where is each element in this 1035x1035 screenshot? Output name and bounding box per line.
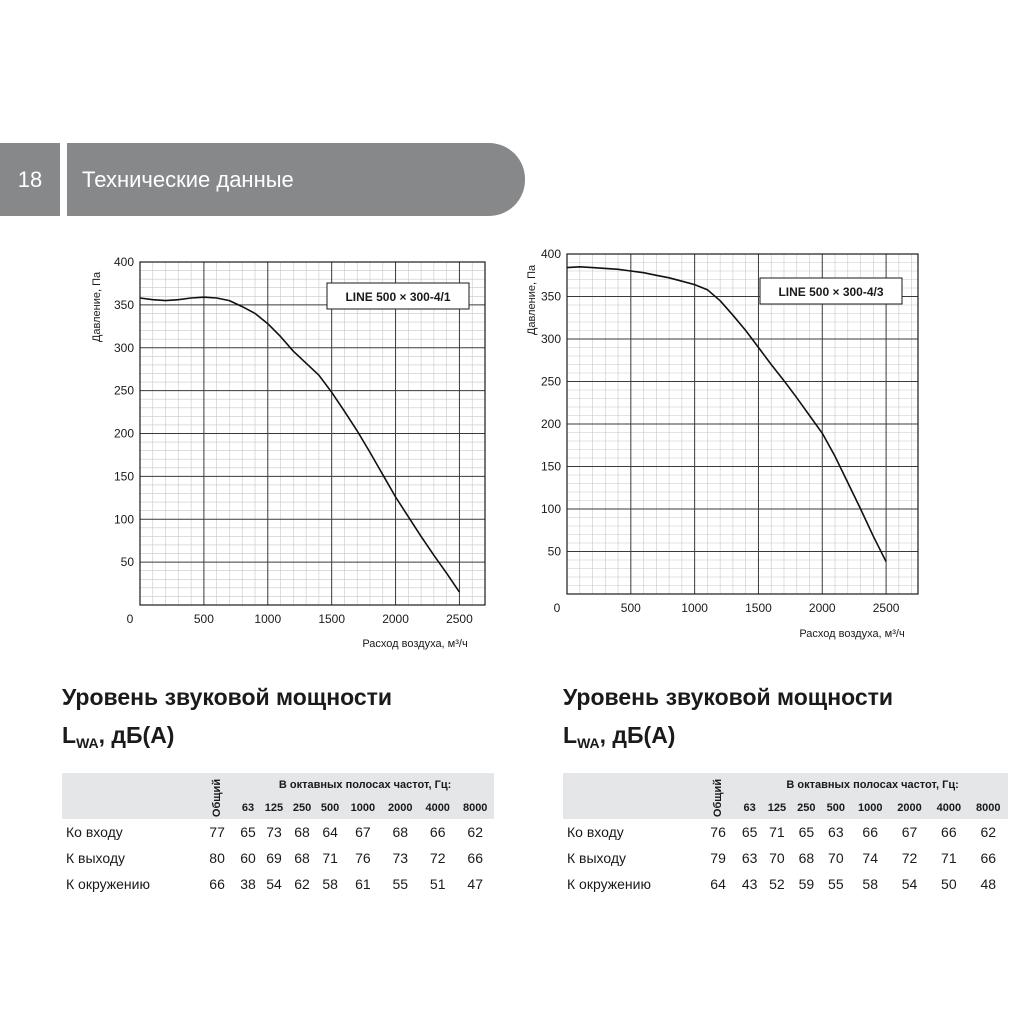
value-cell: 71	[322, 850, 338, 866]
sound-table-2	[563, 773, 1008, 897]
sound-power-title-1	[62, 678, 482, 762]
value-cell: 68	[294, 824, 310, 840]
table-row	[62, 845, 494, 871]
bands-header: В октавных полосах частот, Гц:	[236, 773, 494, 796]
y-tick-label: 200	[540, 417, 561, 431]
value-cell: 71	[769, 824, 785, 840]
freq-header: 8000	[456, 796, 494, 819]
x-tick-label: 2000	[382, 612, 409, 626]
row-label: К окружению	[66, 876, 150, 892]
total-cell: 79	[710, 850, 726, 866]
value-cell: 67	[355, 824, 371, 840]
x-tick-label: 1500	[745, 601, 772, 615]
value-cell: 59	[798, 876, 815, 892]
y-tick-label: 150	[540, 459, 561, 474]
value-cell: 54	[266, 876, 282, 892]
x-tick-label: 0	[553, 601, 561, 615]
value-cell: 65	[798, 824, 815, 840]
row-label: К выходу	[66, 850, 126, 866]
value-cell: 52	[769, 876, 785, 892]
value-cell: 72	[429, 850, 446, 866]
value-cell: 55	[392, 876, 409, 892]
value-cell: 68	[392, 824, 409, 840]
freq-header: 500	[316, 796, 344, 819]
y-tick-label: 400	[113, 255, 134, 269]
x-axis-label: Расход воздуха, м³/ч	[799, 628, 905, 640]
value-cell: 66	[862, 824, 878, 840]
page-number: 18	[0, 143, 60, 216]
value-cell: 65	[240, 824, 256, 840]
value-cell: 54	[901, 876, 918, 892]
y-tick-label: 100	[113, 512, 134, 527]
value-cell: 68	[294, 850, 310, 866]
value-cell: 38	[240, 876, 256, 892]
freq-header: 63	[737, 796, 762, 819]
freq-header: 500	[821, 796, 850, 819]
y-tick-label: 300	[113, 340, 134, 355]
x-tick-label: 500	[620, 601, 641, 615]
x-tick-label: 1000	[254, 612, 282, 626]
value-cell: 70	[828, 850, 844, 866]
value-cell: 62	[467, 824, 483, 840]
value-cell: 62	[980, 824, 997, 840]
sound-power-title-2	[563, 678, 983, 762]
model-label: LINE 500 × 300-4/1	[345, 290, 451, 304]
x-tick-label: 500	[193, 612, 214, 626]
freq-header: 8000	[969, 796, 1009, 819]
value-cell: 68	[798, 850, 815, 866]
table-row	[62, 819, 494, 845]
value-cell: 72	[901, 850, 918, 866]
freq-header: 63	[236, 796, 260, 819]
sound-table-1	[62, 773, 494, 897]
table-row	[563, 871, 1008, 897]
total-cell: 80	[209, 850, 225, 866]
freq-header: 4000	[419, 796, 456, 819]
table-row	[563, 845, 1008, 871]
value-cell: 58	[862, 876, 878, 892]
y-tick-label: 250	[540, 374, 561, 389]
x-tick-label: 2000	[808, 601, 836, 615]
sound-title-text: Уровень звуковой мощности	[563, 684, 894, 710]
row-label: Ко входу	[66, 824, 123, 840]
bands-header: В октавных полосах частот, Гц:	[737, 773, 1008, 796]
value-cell: 47	[467, 876, 483, 892]
value-cell: 63	[741, 850, 758, 866]
value-cell: 48	[980, 876, 997, 892]
y-tick-label: 200	[113, 426, 134, 441]
x-tick-label: 0	[126, 612, 134, 626]
y-tick-label: 100	[540, 502, 561, 516]
y-tick-label: 150	[113, 469, 134, 484]
value-cell: 66	[429, 824, 446, 840]
fan-curve-chart-2	[520, 240, 950, 645]
value-cell: 64	[322, 824, 338, 840]
row-label: Ко входу	[567, 824, 624, 840]
total-cell: 66	[209, 876, 225, 892]
value-cell: 66	[467, 850, 483, 866]
y-tick-label: 50	[120, 555, 134, 570]
page-title: Технические данные	[82, 166, 294, 192]
row-label: К выходу	[567, 850, 627, 866]
value-cell: 50	[941, 876, 957, 892]
sound-unit: $L_{WA}$, дБ(А)	[563, 722, 676, 751]
value-cell: 65	[741, 824, 758, 840]
page-header	[67, 143, 525, 216]
value-cell: 66	[941, 824, 957, 840]
value-cell: 62	[294, 876, 310, 892]
total-cell: 76	[710, 824, 726, 840]
value-cell: 60	[240, 850, 256, 866]
value-cell: 69	[266, 850, 282, 866]
y-tick-label: 300	[540, 332, 561, 346]
value-cell: 58	[322, 876, 338, 892]
x-tick-label: 2500	[872, 601, 900, 615]
total-cell: 77	[209, 824, 225, 840]
table-row	[563, 819, 1008, 845]
value-cell: 70	[769, 850, 785, 866]
value-cell: 43	[741, 876, 758, 892]
freq-header: 1000	[851, 796, 890, 819]
x-tick-label: 2500	[446, 612, 473, 626]
sound-title-text: Уровень звуковой мощности	[62, 684, 393, 710]
value-cell: 73	[266, 824, 282, 840]
row-label: К окружению	[567, 876, 651, 892]
y-axis-label: Давление, Па	[526, 264, 538, 336]
freq-header: 1000	[344, 796, 381, 819]
freq-header: 125	[762, 796, 791, 819]
table-row	[62, 871, 494, 897]
y-tick-label: 350	[540, 289, 561, 304]
x-tick-label: 1000	[681, 601, 708, 615]
freq-header: 125	[260, 796, 288, 819]
value-cell: 63	[828, 824, 844, 840]
value-cell: 51	[429, 876, 446, 892]
value-cell: 71	[941, 850, 957, 866]
value-cell: 67	[901, 824, 918, 840]
fan-curve-line	[140, 297, 459, 592]
y-tick-label: 250	[113, 383, 134, 398]
sound-unit: $L_{WA}$, дБ(А)	[62, 722, 175, 751]
total-header: Общий	[211, 778, 224, 818]
x-tick-label: 1500	[318, 612, 346, 626]
model-label: LINE 500 × 300-4/3	[778, 285, 884, 299]
y-axis-label: Давление, Па	[91, 271, 103, 343]
y-tick-label: 400	[540, 247, 561, 261]
freq-header: 2000	[382, 796, 419, 819]
x-axis-label: Расход воздуха, м³/ч	[362, 638, 468, 650]
y-tick-label: 350	[113, 297, 134, 312]
freq-header: 4000	[929, 796, 968, 819]
fan-curve-chart-1	[75, 245, 505, 655]
freq-header: 250	[288, 796, 316, 819]
total-cell: 64	[710, 876, 726, 892]
freq-header: 2000	[890, 796, 929, 819]
y-tick-label: 50	[547, 544, 561, 559]
value-cell: 73	[392, 850, 409, 866]
value-cell: 55	[828, 876, 844, 892]
value-cell: 76	[355, 850, 371, 866]
freq-header: 250	[792, 796, 821, 819]
total-header: Общий	[712, 778, 725, 818]
value-cell: 66	[980, 850, 997, 866]
value-cell: 74	[862, 850, 878, 866]
value-cell: 61	[355, 876, 371, 892]
